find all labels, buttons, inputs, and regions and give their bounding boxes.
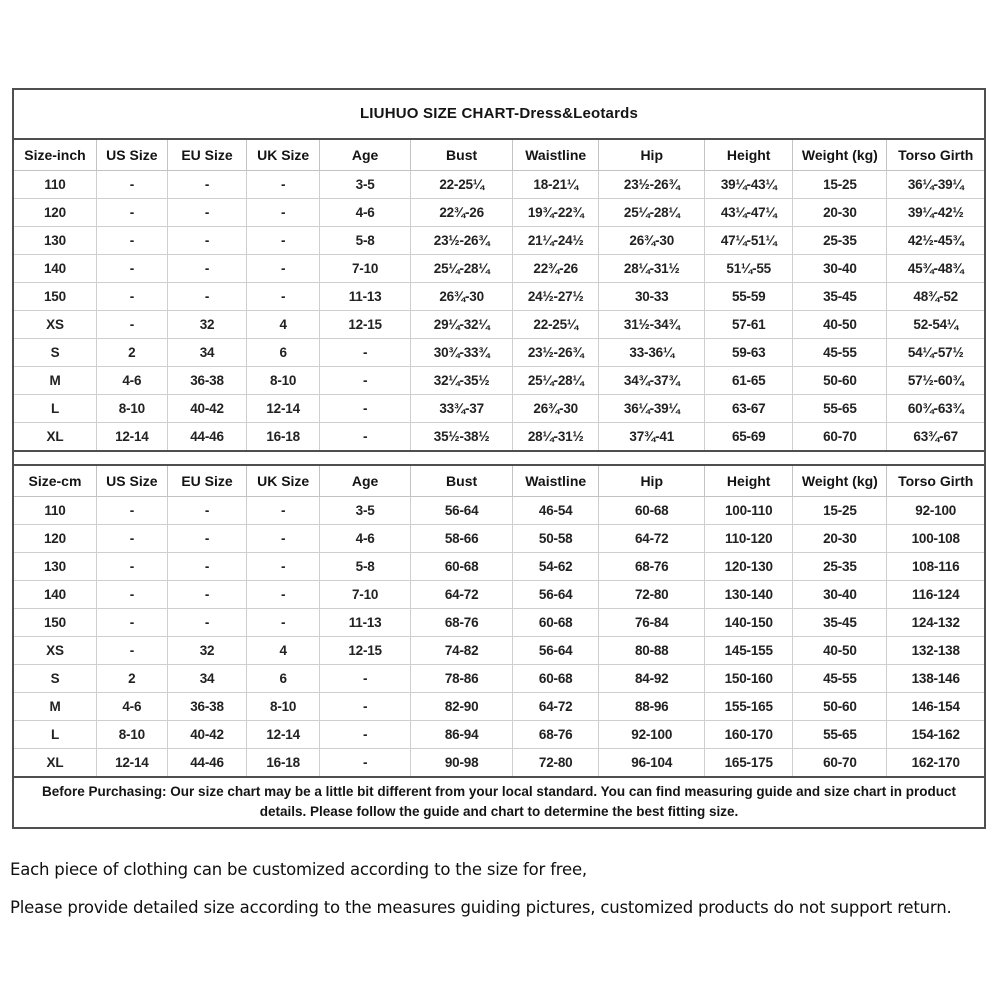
table-cell: 155-165 xyxy=(705,693,793,721)
table-cell: - xyxy=(167,227,247,255)
table-cell: 60-68 xyxy=(599,497,705,525)
table-cell: 82-90 xyxy=(411,693,513,721)
table-row xyxy=(14,339,984,367)
table-cell: 33-36¼ xyxy=(599,339,705,367)
table-cell: - xyxy=(247,199,320,227)
table-cell: 57½-60¾ xyxy=(887,367,984,395)
table-cell: - xyxy=(320,367,411,395)
table-cell: 52-54¼ xyxy=(887,311,984,339)
table-cell: 100-110 xyxy=(705,497,793,525)
column-header: UK Size xyxy=(247,465,320,497)
table-cell: 25-35 xyxy=(793,227,887,255)
table-cell: 45¾-48¾ xyxy=(887,255,984,283)
table-row xyxy=(14,283,984,311)
table-cell: 145-155 xyxy=(705,637,793,665)
table-cell: 50-60 xyxy=(793,693,887,721)
column-header: EU Size xyxy=(167,465,247,497)
table-cell: 15-25 xyxy=(793,497,887,525)
table-cell: 60-68 xyxy=(513,609,599,637)
table-cell: - xyxy=(96,581,167,609)
table-cell: 44-46 xyxy=(167,749,247,778)
table-cell: - xyxy=(247,497,320,525)
table-cell: 72-80 xyxy=(599,581,705,609)
table-cell: 60-68 xyxy=(513,665,599,693)
table-cell: 76-84 xyxy=(599,609,705,637)
column-header: Bust xyxy=(411,465,513,497)
table-cell: - xyxy=(96,283,167,311)
table-cell: - xyxy=(96,171,167,199)
header-row xyxy=(14,140,984,171)
table-cell: 40-50 xyxy=(793,637,887,665)
table-cell: 26¾-30 xyxy=(411,283,513,311)
table-cell: - xyxy=(247,227,320,255)
table-cell: 150 xyxy=(14,609,96,637)
table-cell: - xyxy=(167,553,247,581)
table-gap xyxy=(14,452,984,464)
table-row xyxy=(14,171,984,199)
table-cell: 22¾-26 xyxy=(411,199,513,227)
table-row xyxy=(14,311,984,339)
table-cell: 55-59 xyxy=(705,283,793,311)
table-cell: - xyxy=(167,497,247,525)
table-cell: 39¼-42½ xyxy=(887,199,984,227)
table-cell: 22-25¼ xyxy=(411,171,513,199)
table-cell: 8-10 xyxy=(247,693,320,721)
table-cell: 31½-34¾ xyxy=(599,311,705,339)
table-cell: 8-10 xyxy=(247,367,320,395)
table-cell: - xyxy=(247,553,320,581)
table-row xyxy=(14,367,984,395)
column-header: Torso Girth xyxy=(887,140,984,171)
table-cell: - xyxy=(320,395,411,423)
table-cell: - xyxy=(167,609,247,637)
column-header: Waistline xyxy=(513,140,599,171)
table-cell: 60-70 xyxy=(793,749,887,778)
table-cell: 40-50 xyxy=(793,311,887,339)
table-cell: 86-94 xyxy=(411,721,513,749)
table-cell: 28¼-31½ xyxy=(513,423,599,452)
table-cell: 42½-45¾ xyxy=(887,227,984,255)
table-cell: 60-70 xyxy=(793,423,887,452)
table-cell: 5-8 xyxy=(320,553,411,581)
table-cell: XL xyxy=(14,423,96,452)
table-cell: 110 xyxy=(14,497,96,525)
table-cell: 56-64 xyxy=(411,497,513,525)
table-cell: 45-55 xyxy=(793,339,887,367)
table-cell: 40-42 xyxy=(167,395,247,423)
table-row xyxy=(14,553,984,581)
table-cell: 19¾-22¾ xyxy=(513,199,599,227)
table-cell: - xyxy=(96,227,167,255)
table-row xyxy=(14,255,984,283)
table-cell: 3-5 xyxy=(320,497,411,525)
column-header: Weight (kg) xyxy=(793,140,887,171)
table-cell: 44-46 xyxy=(167,423,247,452)
table-cell: - xyxy=(96,497,167,525)
table-cell: - xyxy=(247,171,320,199)
table-cell: 64-72 xyxy=(411,581,513,609)
table-cell: - xyxy=(167,255,247,283)
table-cell: 25¼-28¼ xyxy=(513,367,599,395)
table-cell: 23½-26¾ xyxy=(599,171,705,199)
table-cell: 160-170 xyxy=(705,721,793,749)
table-cell: 80-88 xyxy=(599,637,705,665)
table-cell: - xyxy=(96,637,167,665)
table-cell: L xyxy=(14,395,96,423)
table-cell: 165-175 xyxy=(705,749,793,778)
table-cell: 55-65 xyxy=(793,721,887,749)
table-cell: 92-100 xyxy=(599,721,705,749)
chart-title: LIUHUO SIZE CHART-Dress&Leotards xyxy=(14,90,984,140)
table-cell: 100-108 xyxy=(887,525,984,553)
table-cell: 36¼-39¼ xyxy=(887,171,984,199)
table-cell: 29¼-32¼ xyxy=(411,311,513,339)
table-cell: 34¾-37¾ xyxy=(599,367,705,395)
table-cell: 30-33 xyxy=(599,283,705,311)
table-cell: 58-66 xyxy=(411,525,513,553)
table-cell: 50-60 xyxy=(793,367,887,395)
table-cell: 8-10 xyxy=(96,721,167,749)
table-cell: 7-10 xyxy=(320,255,411,283)
column-header: Weight (kg) xyxy=(793,465,887,497)
table-row xyxy=(14,609,984,637)
table-cell: 116-124 xyxy=(887,581,984,609)
table-cell: 2 xyxy=(96,339,167,367)
table-cell: 57-61 xyxy=(705,311,793,339)
table-cell: 16-18 xyxy=(247,423,320,452)
table-cell: 162-170 xyxy=(887,749,984,778)
table-cell: 37¾-41 xyxy=(599,423,705,452)
table-cell: S xyxy=(14,339,96,367)
table-cell: 4-6 xyxy=(320,199,411,227)
table-cell: 120 xyxy=(14,525,96,553)
table-cell: 108-116 xyxy=(887,553,984,581)
table-cell: - xyxy=(320,693,411,721)
table-cell: 32 xyxy=(167,637,247,665)
table-cell: 48¾-52 xyxy=(887,283,984,311)
size-table-cm xyxy=(14,464,984,778)
table-cell: 88-96 xyxy=(599,693,705,721)
table-cell: 54¼-57½ xyxy=(887,339,984,367)
table-cell: 23½-26¾ xyxy=(513,339,599,367)
table-cell: - xyxy=(320,665,411,693)
table-cell: 124-132 xyxy=(887,609,984,637)
column-header: Size-inch xyxy=(14,140,96,171)
table-cell: 22¾-26 xyxy=(513,255,599,283)
table-cell: 63-67 xyxy=(705,395,793,423)
table-row xyxy=(14,749,984,778)
table-cell: 74-82 xyxy=(411,637,513,665)
table-cell: 26¾-30 xyxy=(599,227,705,255)
table-cell: 35-45 xyxy=(793,609,887,637)
table-cell: 26¾-30 xyxy=(513,395,599,423)
table-cell: 140 xyxy=(14,255,96,283)
table-cell: 6 xyxy=(247,665,320,693)
table-row xyxy=(14,423,984,452)
table-cell: - xyxy=(96,609,167,637)
table-cell: 120 xyxy=(14,199,96,227)
table-cell: - xyxy=(247,609,320,637)
column-header: US Size xyxy=(96,140,167,171)
table-cell: 21¼-24½ xyxy=(513,227,599,255)
table-cell: 12-14 xyxy=(96,749,167,778)
table-cell: - xyxy=(167,581,247,609)
table-cell: 63¾-67 xyxy=(887,423,984,452)
table-cell: - xyxy=(320,749,411,778)
table-row xyxy=(14,665,984,693)
table-cell: 24½-27½ xyxy=(513,283,599,311)
table-cell: 40-42 xyxy=(167,721,247,749)
table-row xyxy=(14,227,984,255)
table-cell: 50-58 xyxy=(513,525,599,553)
table-cell: - xyxy=(247,255,320,283)
table-cell: - xyxy=(96,311,167,339)
table-cell: 65-69 xyxy=(705,423,793,452)
table-cell: 12-15 xyxy=(320,311,411,339)
table-row xyxy=(14,581,984,609)
table-cell: 8-10 xyxy=(96,395,167,423)
table-cell: - xyxy=(96,255,167,283)
header-row xyxy=(14,465,984,497)
column-header: Age xyxy=(320,140,411,171)
table-cell: 18-21¼ xyxy=(513,171,599,199)
table-cell: - xyxy=(320,423,411,452)
table-cell: 32 xyxy=(167,311,247,339)
table-cell: 96-104 xyxy=(599,749,705,778)
customization-note-line1: Each piece of clothing can be customized according to the size for free, xyxy=(10,860,587,879)
table-row xyxy=(14,637,984,665)
table-cell: XS xyxy=(14,311,96,339)
table-cell: 51¼-55 xyxy=(705,255,793,283)
column-header: Height xyxy=(705,465,793,497)
column-header: EU Size xyxy=(167,140,247,171)
column-header: Torso Girth xyxy=(887,465,984,497)
table-cell: 60¾-63¾ xyxy=(887,395,984,423)
table-cell: - xyxy=(167,199,247,227)
table-cell: 4-6 xyxy=(96,693,167,721)
column-header: Bust xyxy=(411,140,513,171)
table-cell: 12-14 xyxy=(247,721,320,749)
table-cell: 61-65 xyxy=(705,367,793,395)
table-cell: 84-92 xyxy=(599,665,705,693)
table-row xyxy=(14,497,984,525)
table-cell: XL xyxy=(14,749,96,778)
table-cell: 36-38 xyxy=(167,367,247,395)
table-cell: 20-30 xyxy=(793,525,887,553)
table-row xyxy=(14,525,984,553)
table-cell: 59-63 xyxy=(705,339,793,367)
table-cell: - xyxy=(96,525,167,553)
table-cell: 30¾-33¾ xyxy=(411,339,513,367)
table-cell: 56-64 xyxy=(513,581,599,609)
table-cell: - xyxy=(167,525,247,553)
table-cell: 25-35 xyxy=(793,553,887,581)
table-cell: 30-40 xyxy=(793,581,887,609)
table-cell: 33¾-37 xyxy=(411,395,513,423)
column-header: Height xyxy=(705,140,793,171)
table-cell: 130 xyxy=(14,553,96,581)
table-cell: 55-65 xyxy=(793,395,887,423)
table-cell: 68-76 xyxy=(599,553,705,581)
table-cell: 146-154 xyxy=(887,693,984,721)
table-cell: 120-130 xyxy=(705,553,793,581)
table-cell: 11-13 xyxy=(320,609,411,637)
table-cell: 110-120 xyxy=(705,525,793,553)
table-cell: M xyxy=(14,693,96,721)
table-cell: 140-150 xyxy=(705,609,793,637)
table-cell: - xyxy=(320,721,411,749)
table-cell: 60-68 xyxy=(411,553,513,581)
table-cell: 46-54 xyxy=(513,497,599,525)
table-cell: 130 xyxy=(14,227,96,255)
purchase-note: Before Purchasing: Our size chart may be a little bit different from your local standard. You can find measuring guide and size chart in product details. Please follow the guide and chart to determine the best fitting size. xyxy=(42,784,956,819)
size-chart-box xyxy=(12,88,986,829)
table-cell: 34 xyxy=(167,339,247,367)
table-cell: 4 xyxy=(247,311,320,339)
table-cell: M xyxy=(14,367,96,395)
table-cell: - xyxy=(247,283,320,311)
table-cell: 78-86 xyxy=(411,665,513,693)
table-cell: 6 xyxy=(247,339,320,367)
table-cell: 92-100 xyxy=(887,497,984,525)
table-cell: 4-6 xyxy=(96,367,167,395)
table-cell: 47¼-51¼ xyxy=(705,227,793,255)
table-cell: 110 xyxy=(14,171,96,199)
table-cell: 130-140 xyxy=(705,581,793,609)
table-cell: - xyxy=(167,283,247,311)
table-cell: 35½-38½ xyxy=(411,423,513,452)
table-cell: 56-64 xyxy=(513,637,599,665)
column-header: Hip xyxy=(599,140,705,171)
table-cell: 25¼-28¼ xyxy=(411,255,513,283)
table-cell: 4-6 xyxy=(320,525,411,553)
table-cell: 54-62 xyxy=(513,553,599,581)
table-cell: L xyxy=(14,721,96,749)
table-cell: 12-15 xyxy=(320,637,411,665)
table-row xyxy=(14,721,984,749)
table-cell: 45-55 xyxy=(793,665,887,693)
table-cell: XS xyxy=(14,637,96,665)
table-cell: - xyxy=(320,339,411,367)
table-cell: 68-76 xyxy=(411,609,513,637)
column-header: UK Size xyxy=(247,140,320,171)
table-cell: 32¼-35½ xyxy=(411,367,513,395)
table-cell: 5-8 xyxy=(320,227,411,255)
table-cell: 68-76 xyxy=(513,721,599,749)
table-cell: 30-40 xyxy=(793,255,887,283)
table-cell: 3-5 xyxy=(320,171,411,199)
column-header: Size-cm xyxy=(14,465,96,497)
table-cell: - xyxy=(167,171,247,199)
size-table-inch xyxy=(14,140,984,452)
table-cell: 25¼-28¼ xyxy=(599,199,705,227)
customization-note-line2: Please provide detailed size according to the measures guiding pictures, customized products do not support return. xyxy=(10,898,952,917)
table-cell: 39¼-43¼ xyxy=(705,171,793,199)
table-cell: 15-25 xyxy=(793,171,887,199)
column-header: Hip xyxy=(599,465,705,497)
column-header: Age xyxy=(320,465,411,497)
table-cell: 22-25¼ xyxy=(513,311,599,339)
table-cell: 7-10 xyxy=(320,581,411,609)
table-cell: 138-146 xyxy=(887,665,984,693)
table-cell: 43¼-47¼ xyxy=(705,199,793,227)
table-cell: 11-13 xyxy=(320,283,411,311)
table-row xyxy=(14,199,984,227)
table-cell: - xyxy=(96,199,167,227)
table-cell: S xyxy=(14,665,96,693)
column-header: Waistline xyxy=(513,465,599,497)
table-cell: 28¼-31½ xyxy=(599,255,705,283)
table-cell: - xyxy=(247,525,320,553)
table-cell: 150 xyxy=(14,283,96,311)
table-cell: 36-38 xyxy=(167,693,247,721)
table-cell: 20-30 xyxy=(793,199,887,227)
table-cell: 150-160 xyxy=(705,665,793,693)
table-cell: - xyxy=(96,553,167,581)
table-cell: 23½-26¾ xyxy=(411,227,513,255)
table-cell: 72-80 xyxy=(513,749,599,778)
table-cell: - xyxy=(247,581,320,609)
column-header: US Size xyxy=(96,465,167,497)
table-cell: 12-14 xyxy=(247,395,320,423)
table-cell: 64-72 xyxy=(513,693,599,721)
table-cell: 16-18 xyxy=(247,749,320,778)
table-cell: 140 xyxy=(14,581,96,609)
table-cell: 4 xyxy=(247,637,320,665)
table-cell: 64-72 xyxy=(599,525,705,553)
table-row xyxy=(14,395,984,423)
table-row xyxy=(14,693,984,721)
table-cell: 35-45 xyxy=(793,283,887,311)
table-cell: 132-138 xyxy=(887,637,984,665)
table-cell: 154-162 xyxy=(887,721,984,749)
table-cell: 12-14 xyxy=(96,423,167,452)
table-cell: 90-98 xyxy=(411,749,513,778)
table-cell: 34 xyxy=(167,665,247,693)
table-cell: 36¼-39¼ xyxy=(599,395,705,423)
table-cell: 2 xyxy=(96,665,167,693)
